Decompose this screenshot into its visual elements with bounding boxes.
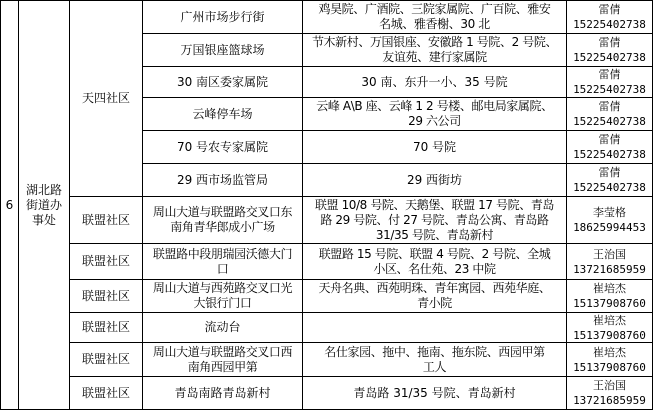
contact-cell: 崔培杰 15137908760 xyxy=(573,282,646,310)
area-cell: 联盟 10/8 号院、天鹅堡、联盟 17 号院、青岛 路 29 号院、付 27 号院、青岛公寓、青岛路 31/35 号院、青岛新村 xyxy=(314,197,555,242)
location-cell: 联盟路中段朋瑞园沃德大门 口 xyxy=(152,246,293,276)
community-cell: 联盟社区 xyxy=(81,385,130,400)
area-cell: 29 西街坊 xyxy=(406,172,463,187)
community-cell: 联盟社区 xyxy=(81,320,130,334)
contact-cell: 雷倩 15225402738 xyxy=(573,36,646,64)
area-cell xyxy=(303,313,566,342)
location-cell: 周山大道与联盟路交叉口西 南角西园甲第 xyxy=(152,344,293,374)
community-cell: 联盟社区 xyxy=(81,212,130,227)
area-cell: 青岛路 31/35 号院、青岛新村 xyxy=(353,385,516,400)
contact-cell: 崔培杰 15137908760 xyxy=(573,313,646,342)
location-cell: 29 西市场监管局 xyxy=(176,172,269,187)
area-cell: 鸡昊院、广酒院、三院家属院、广百院、雅安 名城、雅香榭、30 北 xyxy=(318,2,551,31)
street-office-name: 湖北路 街道办 事处 xyxy=(25,182,62,227)
contact-cell: 王治国 13721685959 xyxy=(573,247,646,276)
contact-cell: 雷倩 15225402738 xyxy=(573,133,646,161)
location-cell: 周山大道与西苑路交叉口光 大银行门口 xyxy=(152,281,293,310)
contact-cell: 李莹格 18625994453 xyxy=(573,206,646,234)
area-cell: 70 号院 xyxy=(412,139,457,154)
community-cell: 联盟社区 xyxy=(81,352,130,366)
area-cell: 节木新村、万国银座、安徽路 1 号院、2 号院、 友谊苑、建行家属院 xyxy=(311,35,558,64)
area-cell: 30 南、东升一小、35 号院 xyxy=(361,74,508,89)
contact-cell: 王治国 13721685959 xyxy=(573,379,646,407)
location-cell: 青岛南路青岛新村 xyxy=(174,385,271,400)
community-tiansi: 天四社区 xyxy=(81,91,130,105)
community-cell: 联盟社区 xyxy=(81,254,130,268)
community-cell: 联盟社区 xyxy=(81,288,130,303)
contact-cell: 雷倩 15225402738 xyxy=(573,166,646,194)
location-cell: 广州市场步行街 xyxy=(180,9,265,24)
location-cell: 70 号农专家属院 xyxy=(176,139,269,154)
area-cell: 联盟路 15 号院、联盟 4 号院、2 号院、全城 小区、名仕苑、23 中院 xyxy=(318,246,551,276)
location-cell: 流动台 xyxy=(204,320,241,334)
seq-number: 6 xyxy=(5,197,14,212)
contact-cell: 雷倩 15225402738 xyxy=(573,3,646,31)
location-cell: 30 南区委家属院 xyxy=(176,74,269,89)
location-cell: 万国银座篮球场 xyxy=(180,42,265,57)
contact-cell: 雷倩 15225402738 xyxy=(573,100,646,128)
contact-cell: 崔培杰 15137908760 xyxy=(573,345,646,374)
area-cell: 天舟名典、西苑明珠、青年寓园、西苑华庭、 青小院 xyxy=(318,281,551,310)
location-cell: 云峰停车场 xyxy=(192,106,253,121)
location-cell: 周山大道与联盟路交叉口东 南角青华郎成小广场 xyxy=(152,205,293,234)
contact-cell: 雷倩 15225402738 xyxy=(573,68,646,96)
area-cell: 云峰 A\B 座、云峰 1 2 号楼、邮电局家属院、 29 六公司 xyxy=(316,99,553,128)
area-cell: 名仕家园、拖中、拖南、拖东院、西园甲第 工人 xyxy=(324,344,545,374)
